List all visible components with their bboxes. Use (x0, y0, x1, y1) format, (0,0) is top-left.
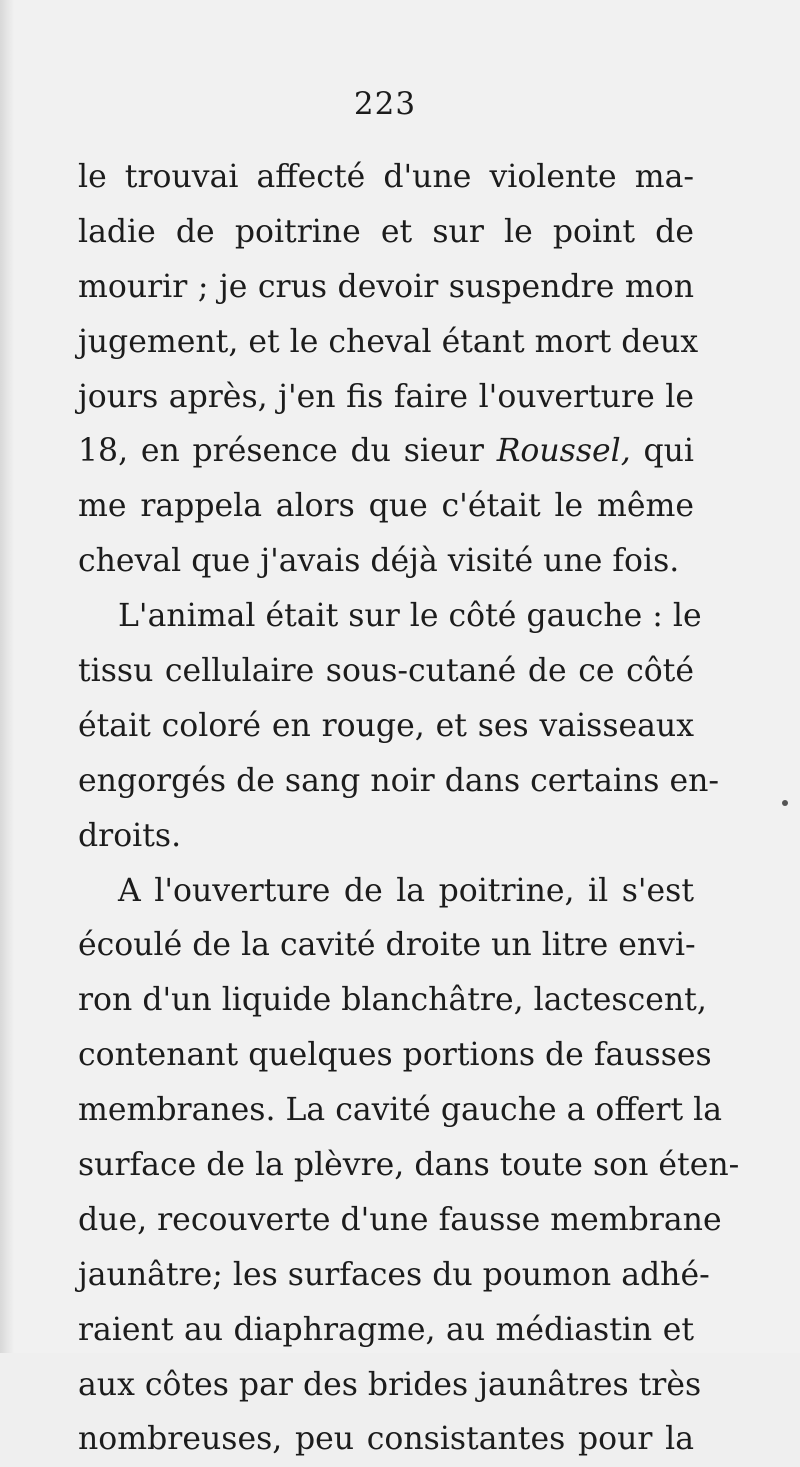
text-line: engorgés de sang noir dans certains en- (78, 762, 720, 799)
text-line: mourir ; je crus devoir suspendre mon (78, 268, 694, 305)
text-line: ron d'un liquide blanchâtre, lactescent, (78, 982, 707, 1019)
ink-speck (782, 800, 788, 806)
text-line (78, 424, 694, 479)
text-line: surface de la plèvre, dans toute son éten- (78, 1147, 740, 1184)
text-line: le trouvai affecté d'une violente ma- (78, 159, 694, 195)
text-line: jours après, j'en fis faire l'ouverture le (78, 378, 694, 415)
text-line: ladie de poitrine et sur le point de (78, 213, 694, 250)
body-text (78, 150, 740, 1467)
text-line: contenant quelques portions de fausses (78, 1037, 712, 1074)
text-line: membranes. La cavité gauche a offert la (78, 1092, 722, 1129)
text-line: était coloré en rouge, et ses vaisseaux (78, 707, 694, 744)
text-line: écoulé de la cavité droite un litre envi- (78, 927, 696, 964)
text-line: aux côtes par des brides jaunâtres très (78, 1366, 702, 1403)
text-line: droits. (78, 817, 182, 854)
text-line: me rappela alors que c'était le même (78, 488, 694, 525)
page-number: 223 (353, 86, 417, 122)
page-edge-shadow (0, 0, 14, 1353)
paragraph-start-line: A l'ouverture de la poitrine, il s'est (118, 872, 694, 909)
paragraph-start-line: L'animal était sur le côté gauche : le (118, 598, 702, 635)
text-line: raient au diaphragme, au médiastin et (78, 1311, 694, 1348)
text-line: jugement, et le cheval étant mort deux (78, 323, 699, 360)
text-line-end: qui (630, 433, 694, 470)
text-line: jaunâtre; les surfaces du poumon adhé- (78, 1256, 710, 1293)
text-line-start: 18, en présence du sieur (78, 433, 497, 470)
text-line: due, recouverte d'une fausse membrane (78, 1201, 722, 1238)
text-line: nombreuses, peu consistantes pour la (78, 1421, 694, 1458)
text-line: cheval que j'avais déjà visité une fois. (78, 543, 680, 580)
text-line: tissu cellulaire sous-cutané de ce côté (78, 653, 694, 690)
person-name: Roussel, (496, 433, 631, 470)
